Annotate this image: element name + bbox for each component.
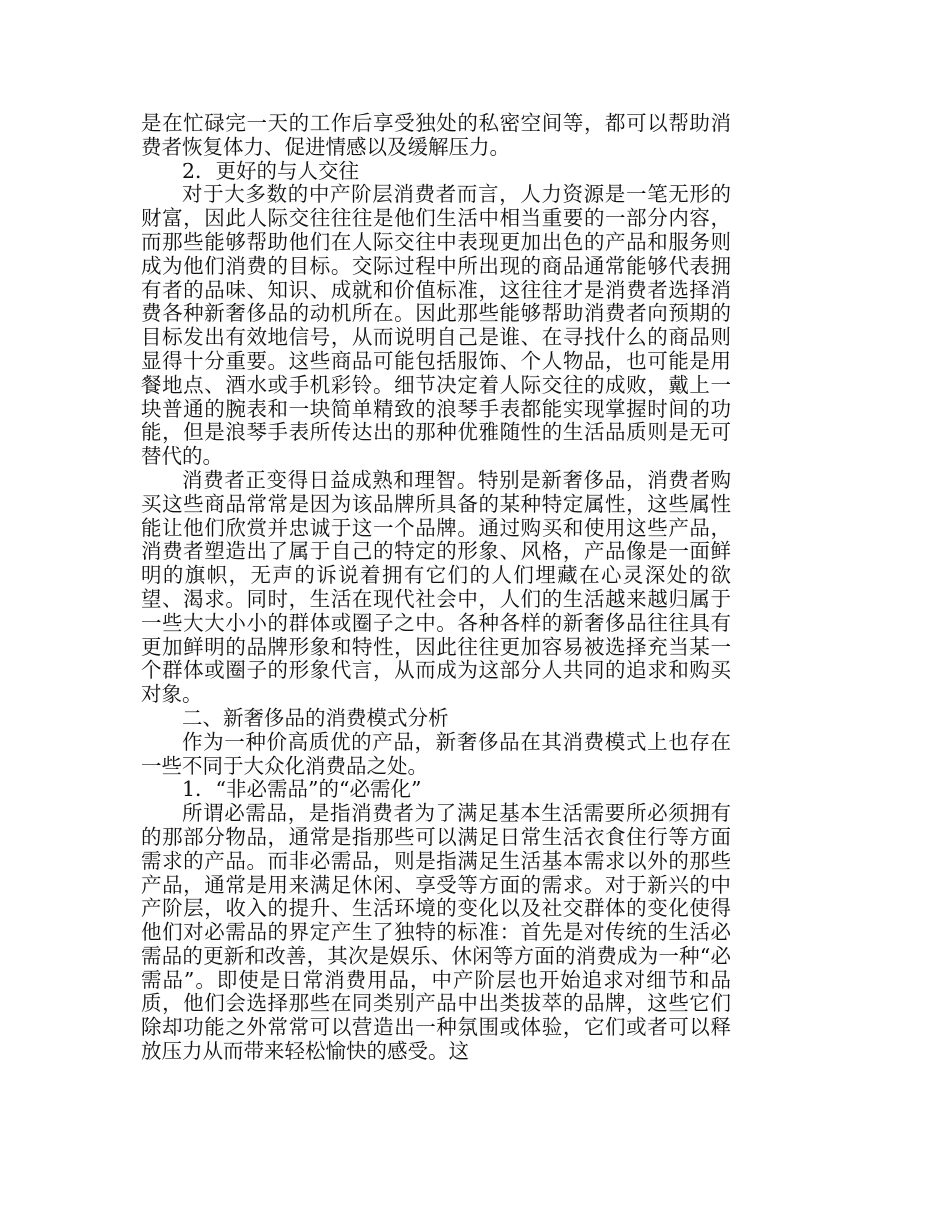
paragraph-5: 所谓必需品，是指消费者为了满足基本生活需要所必须拥有的那部分物品，通常是指那些可以满足日常生活衣食住行等方面需求的产品。而非必需品，则是指满足生活基本需求以外的那些产品，通常是用来满足休闲、享受等方面的需求。对于新兴的中产阶层，收入的提升、生活环境的变化以及社交群体的变化使得他们对必需品的界定产生了独特的标准：首先是对传统的生活必需品的更新和改善，其次是娱乐、休闲等方面的消费成为一种“必需品”。即使是日常消费用品，中产阶层也开始追求对细节和品质，他们会选择那些在同类别产品中出类拔萃的品牌，这些它们除却功能之外常常可以营造出一种氛围或体验，它们或者可以释放压力从而带来轻松愉快的感受。这 [141,801,731,1064]
paragraph-1: 是在忙碌完一天的工作后享受独处的私密空间等，都可以帮助消费者恢复体力、促进情感以及缓解压力。 [141,111,731,159]
paragraph-2: 对于大多数的中产阶层消费者而言，人力资源是一笔无形的财富，因此人际交往往往是他们生活中相当重要的一部分内容，而那些能够帮助他们在人际交往中表现更加出色的产品和服务则成为他们消费的目标。交际过程中所出现的商品通常能够代表拥有者的品味、知识、成就和价值标准，这往往才是消费者选择消费各种新奢侈品的动机所在。因此那些能够帮助消费者向预期的目标发出有效地信号，从而说明自己是谁、在寻找什么的商品则显得十分重要。这些商品可能包括服饰、个人物品，也可能是用餐地点、酒水或手机彩铃。细节决定着人际交往的成败，戴上一块普通的腕表和一块简单精致的浪琴手表都能实现掌握时间的功能，但是浪琴手表所传达出的那种优雅随性的生活品质则是无可替代的。 [141,182,731,469]
section-heading-better-social: 2．更好的与人交往 [182,158,360,183]
section-heading-necessity: 1．“非必需品”的“必需化” [182,777,422,802]
paragraph-3: 消费者正变得日益成熟和理智。特别是新奢侈品，消费者购买这些商品常常是因为该品牌所具备的某种特定属性，这些属性能让他们欣赏并忠诚于这一个品牌。通过购买和使用这些产品，消费者塑造出了属于自己的特定的形象、风格，产品像是一面鲜明的旗帜，无声的诉说着拥有它们的人们埋藏在心灵深处的欲望、渴求。同时，生活在现代社会中，人们的生活越来越归属于一些大大小小的群体或圈子之中。各种各样的新奢侈品往往具有更加鲜明的品牌形象和特性，因此往往更加容易被选择充当某一个群体或圈子的形象代言，从而成为这部分人共同的追求和购买对象。 [141,467,731,707]
document-page [141,112,731,1064]
paragraph-4: 作为一种价高质优的产品，新奢侈品在其消费模式上也存在一些不同于大众化消费品之处。 [141,729,731,778]
section-heading-consumption-model: 二、新奢侈品的消费模式分析 [182,705,449,730]
